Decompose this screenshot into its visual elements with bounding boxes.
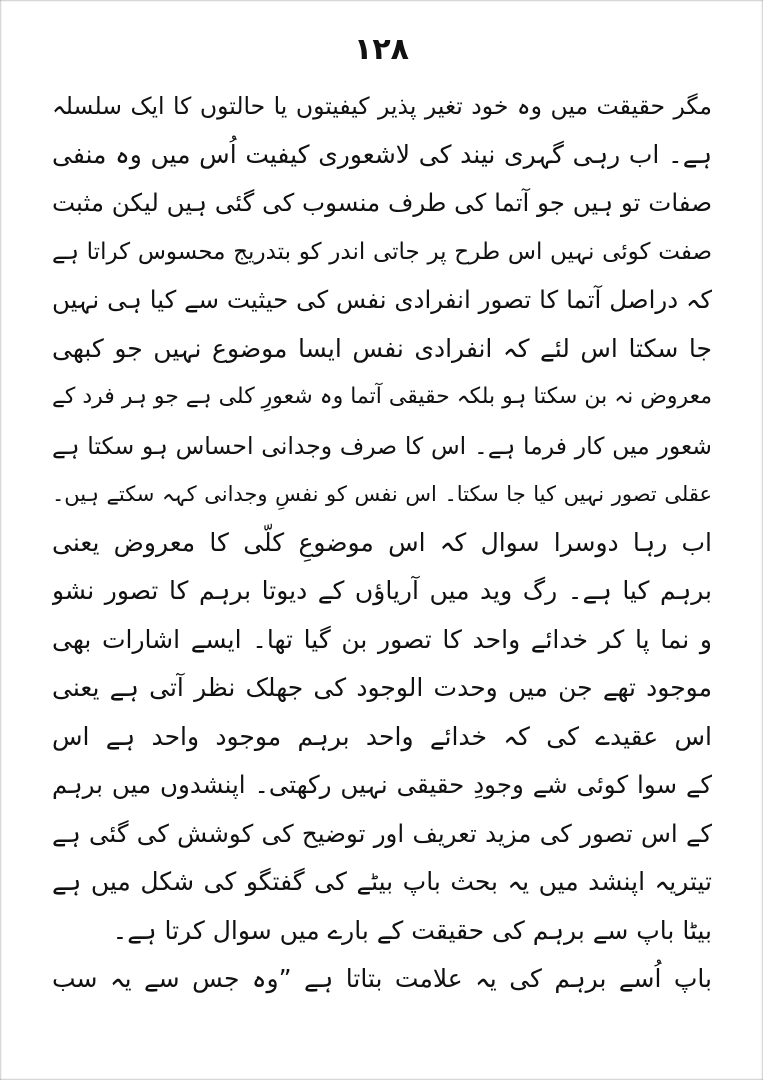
- text-line: صفات تو ہیں جو آتما کی طرف منسوب کی گئی ہیں لیکن مثبت: [52, 188, 712, 217]
- text-line: برہم کیا ہے۔ رگ وید میں آریاؤں کے دیوتا برہم کا تصور نشو: [52, 576, 712, 605]
- text-line: اب رہا دوسرا سوال کہ اس موضوعِ کلّی کا معروض یعنی: [52, 527, 712, 557]
- text-line: ہے۔ اب رہی گہری نیند کی لاشعوری کیفیت اُس میں وہ منفی: [52, 139, 712, 169]
- text-line: و نما پا کر خدائے واحد کا تصور بن گیا تھا۔ ایسے اشارات بھی: [52, 624, 712, 654]
- text-line: شعور میں کار فرما ہے۔ اس کا صرف وجدانی احساس ہو سکتا ہے: [52, 431, 712, 460]
- text-line: مگر حقیقت میں وہ خود تغیر پذیر کیفیتوں یا حالتوں کا ایک سلسلہ: [52, 92, 712, 120]
- text-line: تیتریہ اپنشد میں یہ بحث باپ بیٹے کی گفتگو کی شکل میں ہے: [52, 867, 712, 896]
- page-number: ۱۲۸: [354, 32, 409, 67]
- text-line: اس عقیدے کی کہ خدائے واحد برہم موجود واحد ہے اس: [52, 721, 712, 751]
- text-line: بیٹا باپ سے برہم کی حقیقت کے بارے میں سوال کرتا ہے۔: [112, 915, 712, 945]
- text-line: باپ اُسے برہم کی یہ علامت بتاتا ہے ”وہ جس سے یہ سب: [52, 964, 712, 993]
- body-text: [52, 82, 712, 1004]
- text-line: کے اس تصور کی مزید تعریف اور توضیح کی کوشش کی گئی ہے: [52, 818, 712, 848]
- text-line: کے سوا کوئی شے وجودِ حقیقی نہیں رکھتی۔ اپنشدوں میں برہم: [52, 770, 712, 799]
- text-line: کہ دراصل آتما کا تصور انفرادی نفس کی حیثیت سے کیا ہی نہیں: [52, 285, 712, 314]
- text-line: عقلی تصور نہیں کیا جا سکتا۔ اس نفس کو نفسِ وجدانی کہہ سکتے ہیں۔: [52, 482, 712, 506]
- text-line: صفت کوئی نہیں اس طرح پر جاتی اندر کو بتدریج محسوس کراتا ہے: [52, 238, 712, 265]
- text-line: موجود تھے جن میں وحدت الوجود کی جھلک نظر آتی ہے یعنی: [52, 673, 712, 702]
- text-line: معروض نہ بن سکتا ہو بلکہ حقیقی آتما وہ شعورِ کلی ہے جو ہر فرد کے: [52, 384, 712, 409]
- text-line: جا سکتا اس لئے کہ انفرادی نفس ایسا موضوع نہیں جو کبھی: [52, 333, 712, 363]
